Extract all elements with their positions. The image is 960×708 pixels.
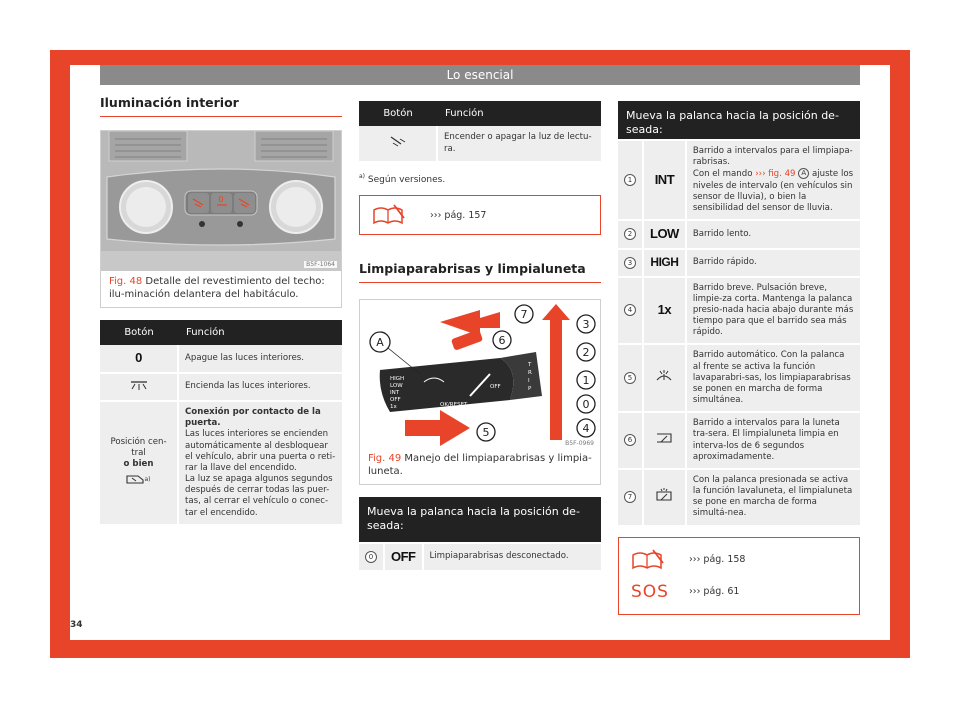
table-row	[618, 412, 860, 469]
section-title-interior-lighting: Iluminación interior	[100, 95, 342, 117]
row-function-text: Barrido breve. Pulsación breve, limpie-za corta. Mantenga la palanca presio-nada hacia abajo durante más tiempo para que el barrido sea más rápido.	[686, 277, 860, 345]
row-function-text: Encender o apagar la luz de lectu-ra.	[437, 126, 601, 162]
footnote	[359, 173, 601, 185]
wiper-off-table	[359, 544, 601, 573]
position-number: 7	[624, 491, 636, 503]
row-function-text: Barrido a intervalos para la luneta tra-sera. El limpialuneta limpia en interva-los de 6 segundos aproximadamente.	[686, 412, 860, 469]
table-row	[100, 373, 342, 401]
door-contact-icon	[126, 474, 144, 485]
row-function-text: Barrido lento.	[686, 220, 860, 249]
high-symbol: HIGH	[650, 254, 679, 269]
col-header-button: Botón	[359, 101, 437, 126]
position-number: 4	[624, 304, 636, 316]
table-row	[618, 141, 860, 220]
table-row	[100, 401, 342, 525]
stalk-label-off-2: OFF	[490, 384, 501, 390]
table-row	[100, 345, 342, 373]
row-function-text: Con la palanca presionada se activa la función lavaluneta, el limpialuneta se pone en marcha de forma simultá-nea.	[686, 469, 860, 526]
callout-3: 3	[582, 318, 590, 331]
position-number: 6	[624, 434, 636, 446]
text-fragment: Con el mando	[692, 169, 753, 180]
instruction-box: Mueva la palanca hacia la posición de-seada:	[618, 101, 860, 139]
stalk-label-1x: 1x	[390, 404, 397, 410]
table-row	[618, 277, 860, 345]
row-function-text: Las luces interiores se encienden automáticamente al desbloquear el vehículo, abrir una puerta o reti-rar la llave del encendido.	[185, 429, 336, 473]
col-header-function: Función	[178, 320, 342, 345]
row-function-text: Limpiaparabrisas desconectado.	[423, 544, 602, 572]
table-row	[618, 249, 860, 277]
position-number: 0	[365, 551, 377, 563]
row-function-text-2: La luz se apaga algunos segundos después de cerrar todas las puer-tas, al cerrar el vehículo o conec-tar el encendido.	[185, 474, 333, 518]
row-function-text: Barrido automático. Con la palanca al frente se activa la función lavaparabri-sas, los limpiaparabrisas se ponen en marcha de forma simultánea.	[686, 344, 860, 412]
or-label: o bien	[123, 459, 154, 470]
row-function-text: Barrido a intervalos para el limpiapa-rabrisas.	[692, 146, 853, 168]
off-symbol: OFF	[391, 548, 416, 564]
callout-0: 0	[582, 398, 590, 411]
stalk-label-trip-i: I	[528, 378, 530, 384]
rear-wiper-icon	[655, 431, 673, 445]
figure-caption-text: Manejo del limpiaparabrisas y limpia-luneta.	[368, 453, 592, 477]
figure-code: B5F-0969	[565, 440, 594, 447]
position-number: 5	[624, 372, 636, 384]
row-function-text: Apague las luces interiores.	[178, 345, 342, 373]
wiper-stalk-illustration	[360, 300, 600, 448]
figure-48	[100, 130, 342, 308]
callout-1: 1	[582, 374, 590, 387]
panel-zero-label: 0	[218, 195, 224, 204]
interior-light-icon	[129, 379, 149, 391]
position-number: 1	[624, 174, 636, 186]
column-3	[618, 101, 860, 615]
button-position-label: Posición cen-tral	[110, 437, 167, 459]
interior-light-table	[100, 320, 342, 526]
callout-4: 4	[582, 422, 590, 435]
figure-caption	[101, 271, 341, 303]
figure-reference-link[interactable]: ››› fig. 49	[755, 169, 796, 180]
roof-console-illustration	[101, 131, 341, 271]
figure-caption	[360, 448, 600, 480]
table-row	[618, 344, 860, 412]
table-row	[618, 220, 860, 249]
stalk-label-ok-reset: OK/RESET	[440, 402, 468, 408]
stalk-label-low: LOW	[390, 383, 403, 389]
stalk-label-trip-r: R	[528, 370, 532, 376]
stalk-label-int: INT	[390, 390, 400, 396]
instruction-box: Mueva la palanca hacia la posición de-seada:	[359, 497, 601, 542]
page-number: 34	[70, 620, 83, 630]
figure-code: B5F-1064	[306, 261, 335, 268]
reading-light-icon	[388, 134, 408, 148]
single-wipe-symbol: 1x	[657, 302, 672, 317]
int-symbol: INT	[654, 171, 675, 187]
stalk-label-high: HIGH	[390, 376, 405, 382]
position-number: 3	[624, 257, 636, 269]
book-icon	[372, 204, 406, 226]
table-row	[359, 544, 601, 572]
callout-2: 2	[582, 346, 590, 359]
row-function-text: Encienda las luces interiores.	[178, 373, 342, 401]
col-header-button: Botón	[100, 320, 178, 345]
stalk-label-trip-t: T	[528, 362, 532, 368]
chapter-header: Lo esencial	[100, 65, 860, 85]
door-contact-title: Conexión por contacto de la puerta.	[185, 407, 321, 429]
page-reference-link[interactable]: ››› pág. 61	[689, 586, 740, 598]
low-symbol: LOW	[650, 226, 679, 242]
section-title-wipers: Limpiaparabrisas y limpialuneta	[359, 261, 601, 283]
column-1	[100, 95, 342, 526]
callout-5: 5	[482, 426, 490, 439]
stalk-label-trip-p: P	[528, 386, 532, 392]
book-icon	[631, 549, 665, 571]
rear-washer-icon	[655, 488, 673, 502]
row-function-text-2	[693, 168, 854, 214]
stalk-label-off: OFF	[390, 397, 401, 403]
sos-symbol: SOS	[631, 581, 669, 602]
footnote-ref: a)	[144, 475, 151, 483]
col-header-function: Función	[437, 101, 601, 126]
callout-7: 7	[520, 308, 528, 321]
figure-number: Fig. 48	[109, 276, 143, 287]
footnote-text: Según versiones.	[367, 175, 446, 185]
footnote-mark: a)	[359, 173, 366, 180]
row-function-text: Barrido rápido.	[686, 249, 860, 277]
text-fragment: ajuste los niveles de intervalo (en vehículos sin sensor de lluvia), o bien la sensibilidad del sensor de lluvia.	[692, 169, 854, 213]
column-2	[359, 101, 601, 572]
page-reference-link[interactable]: ››› pág. 157	[430, 209, 487, 221]
callout-a-inline: A	[798, 168, 809, 179]
figure-caption-text: Detalle del revestimiento del techo: ilu-minación delantera del habitáculo.	[109, 276, 325, 300]
reference-box	[618, 537, 860, 615]
figure-49	[359, 299, 601, 485]
callout-a: A	[376, 336, 384, 349]
figure-number: Fig. 49	[368, 453, 402, 464]
position-number: 2	[624, 228, 636, 240]
wiper-positions-table	[618, 141, 860, 527]
windshield-washer-icon	[655, 369, 673, 383]
reference-box	[359, 195, 601, 235]
reading-light-table	[359, 101, 601, 163]
page-reference-link[interactable]: ››› pág. 158	[689, 554, 746, 566]
table-row	[359, 126, 601, 162]
callout-6: 6	[498, 334, 506, 347]
zero-symbol: 0	[135, 350, 142, 365]
table-row	[618, 469, 860, 526]
